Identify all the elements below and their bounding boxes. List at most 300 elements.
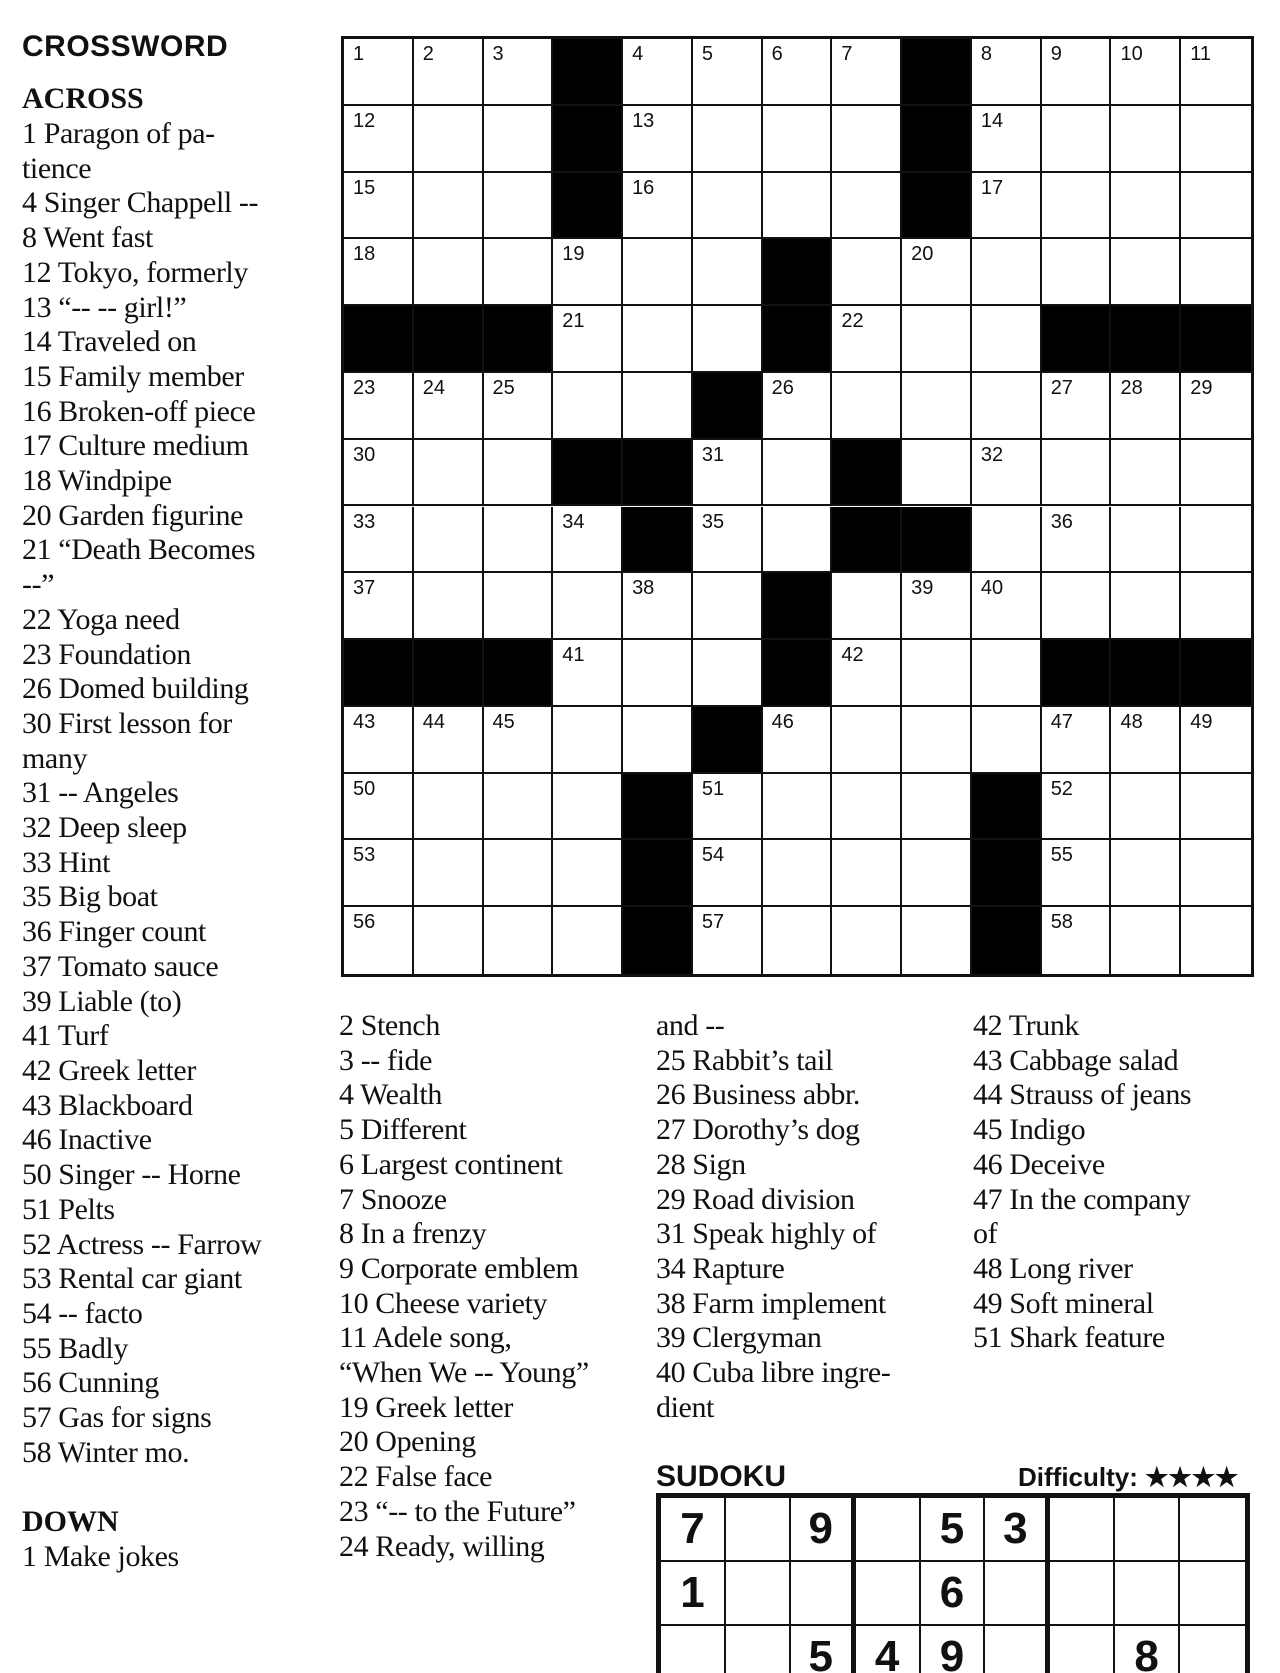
sudoku-cell xyxy=(1050,1562,1115,1626)
crossword-cell xyxy=(484,774,554,841)
crossword-cell xyxy=(972,39,1042,106)
clue-line: 31 -- Angeles xyxy=(22,776,179,810)
clue-line: 41 Turf xyxy=(22,1019,109,1053)
crossword-cell xyxy=(1181,440,1251,507)
clue-line: 51 Pelts xyxy=(22,1192,115,1226)
crossword-cell xyxy=(902,239,972,306)
crossword-cell xyxy=(902,440,972,507)
crossword-cell xyxy=(972,707,1042,774)
crossword-cell xyxy=(1111,239,1181,306)
clue-line: 3 -- fide xyxy=(339,1043,433,1077)
crossword-cell xyxy=(1181,173,1251,240)
sudoku-cell xyxy=(985,1562,1050,1626)
clue-line: 2 Stench xyxy=(339,1009,440,1042)
crossword-cell xyxy=(972,440,1042,507)
clue-line: 44 Strauss of jeans xyxy=(973,1078,1192,1112)
crossword-cell xyxy=(1042,707,1112,774)
crossword-cell xyxy=(972,373,1042,440)
crossword-cell xyxy=(484,907,554,974)
crossword-cell xyxy=(693,440,763,507)
crossword-cell xyxy=(1181,774,1251,841)
cell-number: 39 xyxy=(911,577,934,600)
crossword-cell xyxy=(902,707,972,774)
crossword-cell xyxy=(693,840,763,907)
sudoku-cell xyxy=(1180,1562,1245,1626)
crossword-cell xyxy=(972,306,1042,373)
clue-line: 1 Paragon of pa- xyxy=(22,117,215,150)
crossword-cell xyxy=(832,39,902,106)
sudoku-cell xyxy=(1050,1626,1115,1673)
crossword-cell xyxy=(623,239,693,306)
crossword-cell xyxy=(484,507,554,574)
crossword-cell xyxy=(414,907,484,974)
sudoku-cell: 1 xyxy=(661,1562,726,1626)
crossword-cell xyxy=(623,707,693,774)
sudoku-cell xyxy=(1050,1498,1115,1562)
cell-number: 30 xyxy=(353,443,376,466)
crossword-cell xyxy=(1042,573,1112,640)
crossword-cell xyxy=(623,39,693,106)
cell-number: 5 xyxy=(701,43,713,65)
crossword-cell xyxy=(484,707,554,774)
crossword-cell xyxy=(1181,573,1251,640)
sudoku-cell: 4 xyxy=(856,1626,921,1673)
clue-line: 47 In the company xyxy=(973,1182,1191,1216)
crossword-block xyxy=(623,840,693,907)
crossword-cell xyxy=(693,640,763,707)
clue-line: 20 Opening xyxy=(339,1425,476,1459)
clue-line: 51 Shark feature xyxy=(973,1321,1165,1355)
difficulty-rating: Difficulty: ★★★★ xyxy=(1018,1462,1239,1492)
clue-line: 14 Traveled on xyxy=(22,325,197,359)
cell-number: 11 xyxy=(1190,43,1211,65)
crossword-cell xyxy=(1111,774,1181,841)
crossword-cell xyxy=(414,573,484,640)
crossword-cell xyxy=(484,39,554,106)
clue-line: 18 Windpipe xyxy=(22,464,172,498)
crossword-block xyxy=(553,39,623,106)
crossword-block xyxy=(902,173,972,240)
clue-line: 58 Winter mo. xyxy=(22,1435,190,1469)
crossword-cell xyxy=(832,573,902,640)
crossword-cell xyxy=(832,640,902,707)
cell-number: 49 xyxy=(1190,710,1213,733)
cell-number: 23 xyxy=(353,376,376,399)
crossword-block xyxy=(1181,306,1251,373)
crossword-cell xyxy=(832,373,902,440)
cell-number: 2 xyxy=(422,43,434,65)
cell-number: 43 xyxy=(353,710,376,733)
sudoku-cell xyxy=(791,1562,856,1626)
crossword-cell xyxy=(414,106,484,173)
crossword-cell xyxy=(344,173,414,240)
sudoku-cell xyxy=(1180,1626,1245,1673)
clue-line: 5 Different xyxy=(339,1113,467,1147)
crossword-cell xyxy=(693,573,763,640)
crossword-block xyxy=(972,907,1042,974)
crossword-cell xyxy=(972,507,1042,574)
crossword-cell xyxy=(972,106,1042,173)
sudoku-cell xyxy=(856,1498,921,1562)
crossword-cell xyxy=(553,373,623,440)
crossword-block xyxy=(902,39,972,106)
clue-line: 30 First lesson for xyxy=(22,706,232,740)
clue-line: 22 False face xyxy=(339,1460,493,1494)
crossword-cell xyxy=(484,106,554,173)
cell-number: 58 xyxy=(1050,911,1073,934)
cell-number: 46 xyxy=(771,710,794,733)
cell-number: 34 xyxy=(562,510,585,533)
crossword-block xyxy=(1181,640,1251,707)
crossword-block xyxy=(972,840,1042,907)
crossword-cell xyxy=(484,173,554,240)
crossword-cell xyxy=(1111,573,1181,640)
crossword-cell xyxy=(1111,840,1181,907)
crossword-cell xyxy=(763,907,833,974)
clue-line: 53 Rental car giant xyxy=(22,1262,242,1296)
crossword-cell xyxy=(902,640,972,707)
crossword-cell xyxy=(763,106,833,173)
crossword-cell xyxy=(832,707,902,774)
sudoku-cell: 5 xyxy=(791,1626,856,1673)
cell-number: 33 xyxy=(353,510,376,533)
down-clues-col3 xyxy=(656,1009,956,1425)
cell-number: 19 xyxy=(562,243,585,266)
crossword-block xyxy=(344,306,414,373)
clue-line: 20 Garden figurine xyxy=(22,498,244,532)
clue-line: 8 Went fast xyxy=(22,221,153,255)
cell-number: 52 xyxy=(1050,777,1073,800)
clue-line: 36 Finger count xyxy=(22,915,206,949)
sudoku-cell xyxy=(985,1626,1050,1673)
crossword-cell xyxy=(484,840,554,907)
crossword-cell xyxy=(1042,39,1112,106)
cell-number: 9 xyxy=(1050,43,1062,65)
sudoku-cell: 5 xyxy=(921,1498,986,1562)
crossword-cell xyxy=(344,707,414,774)
clue-line: 4 Wealth xyxy=(339,1078,442,1112)
clue-line: 29 Road division xyxy=(656,1182,855,1216)
cell-number: 45 xyxy=(492,710,515,733)
crossword-cell xyxy=(1181,840,1251,907)
clue-line: 37 Tomato sauce xyxy=(22,949,219,983)
clue-line: 8 In a frenzy xyxy=(339,1217,487,1251)
crossword-cell xyxy=(553,907,623,974)
clue-line: 42 Greek letter xyxy=(22,1053,196,1087)
crossword-cell xyxy=(553,840,623,907)
down-heading: DOWN xyxy=(22,1505,119,1538)
clue-line: 38 Farm implement xyxy=(656,1286,886,1320)
crossword-cell xyxy=(902,306,972,373)
clue-line: dient xyxy=(656,1390,714,1424)
sudoku-cell xyxy=(726,1562,791,1626)
clue-line: and -- xyxy=(656,1009,725,1042)
crossword-cell xyxy=(344,440,414,507)
crossword-cell xyxy=(763,774,833,841)
crossword-cell xyxy=(832,306,902,373)
crossword-cell xyxy=(623,373,693,440)
cell-number: 22 xyxy=(841,310,864,333)
sudoku-cell: 6 xyxy=(921,1562,986,1626)
crossword-block xyxy=(344,640,414,707)
cell-number: 12 xyxy=(353,109,376,132)
crossword-cell xyxy=(693,173,763,240)
sudoku-title: SUDOKU xyxy=(656,1460,787,1493)
crossword-cell xyxy=(832,239,902,306)
crossword-block xyxy=(1042,306,1112,373)
crossword-cell xyxy=(693,507,763,574)
crossword-cell xyxy=(553,573,623,640)
clue-line: 17 Culture medium xyxy=(22,429,249,463)
clue-line: of xyxy=(973,1217,998,1251)
clue-line: 7 Snooze xyxy=(339,1182,447,1216)
clue-line: 35 Big boat xyxy=(22,880,158,914)
clue-line: 10 Cheese variety xyxy=(339,1286,548,1320)
cell-number: 18 xyxy=(353,243,376,266)
crossword-cell xyxy=(1111,907,1181,974)
cell-number: 6 xyxy=(771,43,783,65)
clue-line: 54 -- facto xyxy=(22,1296,143,1330)
across-clues xyxy=(22,117,302,1470)
crossword-block xyxy=(832,440,902,507)
crossword-block xyxy=(623,440,693,507)
crossword-cell xyxy=(623,640,693,707)
crossword-cell xyxy=(1181,507,1251,574)
clue-line: 56 Cunning xyxy=(22,1366,159,1400)
crossword-cell xyxy=(763,440,833,507)
cell-number: 26 xyxy=(771,376,794,399)
crossword-cell xyxy=(1111,106,1181,173)
down-clues-col1 xyxy=(22,1540,302,1575)
crossword-cell xyxy=(553,774,623,841)
crossword-cell xyxy=(1042,373,1112,440)
clue-line: 32 Deep sleep xyxy=(22,811,187,845)
crossword-cell xyxy=(414,173,484,240)
crossword-block xyxy=(902,507,972,574)
crossword-cell xyxy=(832,106,902,173)
crossword-block xyxy=(763,573,833,640)
crossword-cell xyxy=(484,239,554,306)
crossword-cell xyxy=(414,707,484,774)
cell-number: 54 xyxy=(701,844,725,867)
cell-number: 1 xyxy=(353,43,365,65)
crossword-cell xyxy=(484,440,554,507)
crossword-cell xyxy=(1111,39,1181,106)
sudoku-cell: 9 xyxy=(791,1498,856,1562)
crossword-cell xyxy=(832,774,902,841)
crossword-cell xyxy=(414,840,484,907)
crossword-cell xyxy=(902,774,972,841)
crossword-cell xyxy=(344,840,414,907)
crossword-cell xyxy=(972,239,1042,306)
clue-line: 26 Domed building xyxy=(22,672,249,706)
crossword-cell xyxy=(1042,774,1112,841)
crossword-cell xyxy=(1111,173,1181,240)
cell-number: 3 xyxy=(492,43,504,65)
crossword-block xyxy=(763,640,833,707)
clue-line: 22 Yoga need xyxy=(22,602,180,636)
crossword-cell xyxy=(623,106,693,173)
clue-line: 46 Inactive xyxy=(22,1123,152,1157)
cell-number: 10 xyxy=(1120,43,1143,65)
crossword-cell xyxy=(902,840,972,907)
clue-line: 23 “-- to the Future” xyxy=(339,1494,576,1528)
crossword-block xyxy=(553,440,623,507)
crossword-cell xyxy=(972,573,1042,640)
crossword-cell xyxy=(344,573,414,640)
crossword-cell xyxy=(344,907,414,974)
clue-line: 39 Liable (to) xyxy=(22,984,182,1018)
crossword-block xyxy=(553,106,623,173)
crossword-block xyxy=(1111,640,1181,707)
cell-number: 29 xyxy=(1190,376,1213,399)
cell-number: 28 xyxy=(1120,376,1143,399)
clue-line: 9 Corporate emblem xyxy=(339,1251,579,1285)
crossword-block xyxy=(832,507,902,574)
clue-line: 52 Actress -- Farrow xyxy=(22,1227,262,1261)
crossword-cell xyxy=(832,907,902,974)
clue-line: 57 Gas for signs xyxy=(22,1401,212,1435)
clue-line: 11 Adele song, xyxy=(339,1321,512,1355)
crossword-block xyxy=(623,907,693,974)
crossword-cell xyxy=(693,239,763,306)
clue-line: 34 Rapture xyxy=(656,1251,785,1285)
crossword-cell xyxy=(1181,106,1251,173)
crossword-cell xyxy=(1042,840,1112,907)
crossword-block xyxy=(484,640,554,707)
crossword-cell xyxy=(344,39,414,106)
crossword-block xyxy=(484,306,554,373)
clue-line: many xyxy=(22,741,88,775)
crossword-cell xyxy=(1042,440,1112,507)
cell-number: 4 xyxy=(632,43,644,65)
clue-line: 27 Dorothy’s dog xyxy=(656,1113,860,1147)
crossword-cell xyxy=(623,306,693,373)
crossword-cell xyxy=(344,774,414,841)
crossword-cell xyxy=(972,173,1042,240)
crossword-block xyxy=(623,774,693,841)
crossword-cell xyxy=(414,239,484,306)
crossword-cell xyxy=(553,707,623,774)
cell-number: 17 xyxy=(980,176,1004,199)
cell-number: 14 xyxy=(980,109,1004,132)
crossword-cell xyxy=(693,39,763,106)
clue-line: 50 Singer -- Horne xyxy=(22,1158,241,1192)
cell-number: 41 xyxy=(562,644,585,667)
cell-number: 20 xyxy=(911,243,934,266)
crossword-cell xyxy=(414,774,484,841)
crossword-cell xyxy=(1111,707,1181,774)
cell-number: 25 xyxy=(492,376,515,399)
crossword-cell xyxy=(763,39,833,106)
cell-number: 51 xyxy=(701,777,725,800)
crossword-cell xyxy=(693,106,763,173)
cell-number: 38 xyxy=(632,577,655,600)
clue-line: 23 Foundation xyxy=(22,637,191,671)
cell-number: 13 xyxy=(632,109,655,132)
clue-line: “When We -- Young” xyxy=(339,1356,589,1390)
crossword-cell xyxy=(623,173,693,240)
crossword-cell xyxy=(972,640,1042,707)
clue-line: 26 Business abbr. xyxy=(656,1078,861,1112)
clue-line: 49 Soft mineral xyxy=(973,1286,1154,1320)
clue-line: 12 Tokyo, formerly xyxy=(22,255,248,289)
clue-line: 43 Blackboard xyxy=(22,1088,193,1122)
crossword-block xyxy=(623,507,693,574)
clue-line: 13 “-- -- girl!” xyxy=(22,290,187,324)
cell-number: 47 xyxy=(1050,710,1073,733)
clue-line: 46 Deceive xyxy=(973,1147,1105,1181)
sudoku-grid xyxy=(656,1493,1250,1673)
clue-line: 39 Clergyman xyxy=(656,1321,822,1355)
cell-number: 55 xyxy=(1050,844,1073,867)
crossword-title: CROSSWORD xyxy=(22,30,229,63)
crossword-cell xyxy=(763,373,833,440)
clue-line: 31 Speak highly of xyxy=(656,1217,877,1251)
cell-number: 56 xyxy=(353,911,376,934)
cell-number: 40 xyxy=(980,577,1004,600)
sudoku-cell xyxy=(856,1562,921,1626)
crossword-cell xyxy=(344,106,414,173)
crossword-cell xyxy=(1042,907,1112,974)
clue-line: 16 Broken-off piece xyxy=(22,394,256,428)
cell-number: 24 xyxy=(422,376,446,399)
crossword-block xyxy=(553,173,623,240)
clue-line: 40 Cuba libre ingre- xyxy=(656,1356,891,1390)
crossword-cell xyxy=(344,373,414,440)
crossword-block xyxy=(414,306,484,373)
clue-line: 15 Family member xyxy=(22,359,244,393)
crossword-cell xyxy=(1111,507,1181,574)
crossword-cell xyxy=(693,774,763,841)
sudoku-cell xyxy=(661,1626,726,1673)
clue-line: 19 Greek letter xyxy=(339,1390,513,1424)
crossword-cell xyxy=(1111,440,1181,507)
cell-number: 42 xyxy=(841,644,864,667)
cell-number: 21 xyxy=(562,310,585,333)
crossword-cell xyxy=(832,173,902,240)
cell-number: 57 xyxy=(701,911,725,934)
cell-number: 44 xyxy=(422,710,446,733)
crossword-cell xyxy=(1181,39,1251,106)
crossword-cell xyxy=(763,840,833,907)
crossword-cell xyxy=(553,507,623,574)
crossword-cell xyxy=(763,707,833,774)
crossword-block xyxy=(414,640,484,707)
crossword-cell xyxy=(902,373,972,440)
crossword-cell xyxy=(693,907,763,974)
cell-number: 48 xyxy=(1120,710,1143,733)
cell-number: 27 xyxy=(1050,376,1073,399)
cell-number: 32 xyxy=(980,443,1004,466)
clue-line: 4 Singer Chappell -- xyxy=(22,186,259,220)
crossword-cell xyxy=(1181,239,1251,306)
clue-line: 24 Ready, willing xyxy=(339,1529,545,1563)
sudoku-cell: 7 xyxy=(661,1498,726,1562)
crossword-cell xyxy=(832,840,902,907)
sudoku-cell xyxy=(726,1498,791,1562)
down-clues-col4 xyxy=(973,1009,1273,1356)
crossword-cell xyxy=(414,373,484,440)
crossword-cell xyxy=(553,239,623,306)
clue-line: 45 Indigo xyxy=(973,1113,1086,1147)
crossword-cell xyxy=(763,507,833,574)
crossword-cell xyxy=(1042,239,1112,306)
across-heading: ACROSS xyxy=(22,82,144,115)
crossword-block xyxy=(902,106,972,173)
crossword-block xyxy=(1042,640,1112,707)
sudoku-cell xyxy=(726,1626,791,1673)
